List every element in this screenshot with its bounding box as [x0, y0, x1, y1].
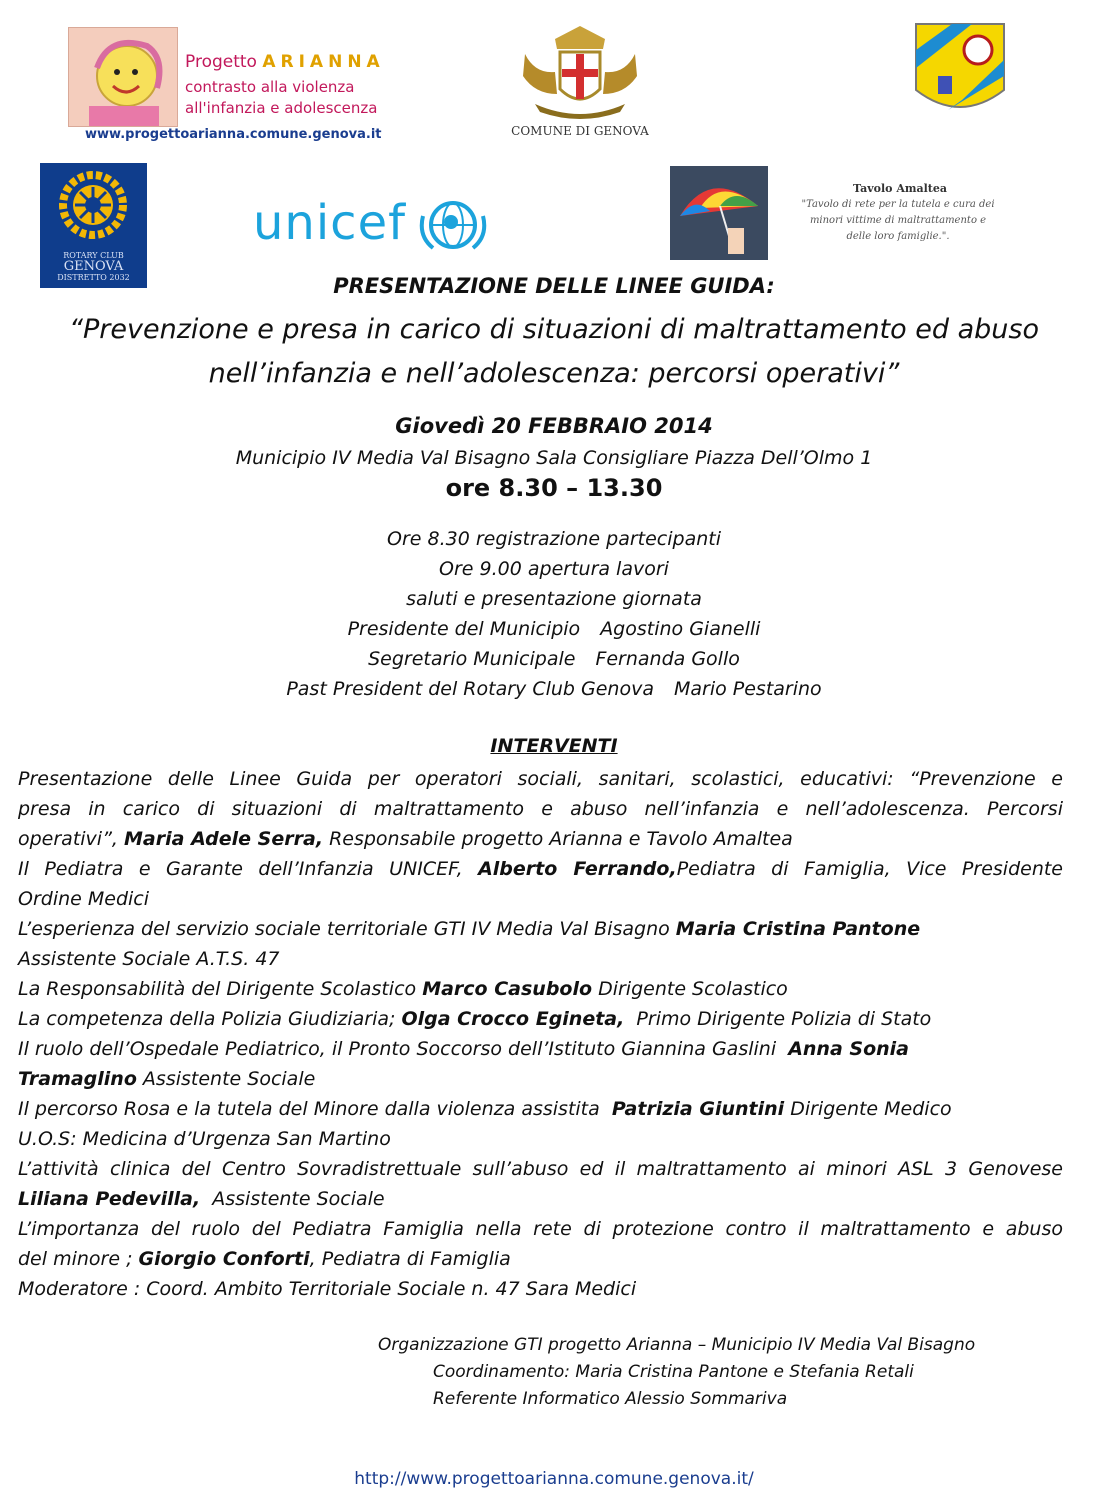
coordination-line: Coordinamento: Maria Cristina Pantone e Stefania Retali	[433, 1362, 914, 1382]
arianna-drawing-image	[68, 27, 178, 127]
genova-label: COMUNE DI GENOVA	[511, 124, 649, 138]
list-item: Il percorso Rosa e la tutela del Minore dalla violenza assistita Patrizia Giuntini Dirigente Medico	[18, 1098, 952, 1120]
speaker-name: Marco Casubolo	[422, 978, 593, 1000]
speaker-name: Tramaglino	[18, 1068, 137, 1090]
schedule	[0, 524, 1108, 704]
speaker-name: Olga Crocco Egineta,	[401, 1008, 625, 1030]
unicef-wordmark: unicef	[253, 195, 406, 251]
arianna-url: www.progettoarianna.comune.genova.it	[85, 127, 382, 142]
organization-line: Organizzazione GTI progetto Arianna – Municipio IV Media Val Bisagno	[378, 1335, 976, 1355]
speaker-name: Liliana Pedevilla,	[18, 1188, 201, 1210]
list-item: L’esperienza del servizio sociale territoriale GTI IV Media Val Bisagno Maria Cristina Pantone	[18, 918, 921, 940]
speaker-name: Alberto Ferrando,	[478, 858, 677, 880]
schedule-line: Ore 8.30 registrazione partecipanti	[387, 528, 721, 550]
event-date: Giovedì 20 FEBBRAIO 2014	[395, 414, 713, 438]
list-item: Presentazione delle Linee Guida per operatori sociali, sanitari, scolastici, educativi: “Prevenzione e	[18, 768, 1063, 790]
list-item: Liliana Pedevilla, Assistente Sociale	[18, 1188, 385, 1210]
list-item: Il Pediatra e Garante dell’Infanzia UNICEF, Alberto Ferrando,Pediatra di Famiglia, Vice Presidente	[18, 858, 1063, 880]
it-contact-line: Referente Informatico Alessio Sommariva	[433, 1389, 788, 1409]
list-item: La Responsabilità del Dirigente Scolastico Marco Casubolo Dirigente Scolastico	[18, 978, 788, 1000]
event-hours: ore 8.30 – 13.30	[445, 474, 663, 502]
greeting-row: Segretario Municipale Fernanda Gollo	[368, 648, 740, 670]
list-item: L’attività clinica del Centro Sovradistrettuale sull’abuso ed il maltrattamento ai minori ASL 3 Genovese	[18, 1158, 1063, 1180]
unicef-globe-icon	[418, 196, 488, 254]
genova-crest-icon	[515, 14, 645, 124]
list-item: La competenza della Polizia Giudiziaria; Olga Crocco Egineta, Primo Dirigente Polizia di Stato	[18, 1008, 932, 1030]
presentation-heading: PRESENTAZIONE DELLE LINEE GUIDA:	[333, 274, 775, 298]
list-item: U.O.S: Medicina d’Urgenza San Martino	[18, 1128, 391, 1150]
speaker-name: Giorgio Conforti	[138, 1248, 310, 1270]
moderator-line: Moderatore : Coord. Ambito Territoriale Sociale n. 47 Sara Medici	[18, 1278, 637, 1300]
greeting-row: Presidente del Municipio Agostino Gianelli	[347, 618, 761, 640]
speaker-name: Patrizia Giuntini	[611, 1098, 785, 1120]
interventi-list	[18, 764, 1063, 1304]
list-item: presa in carico di situazioni di maltrattamento e abuso nell’infanzia e nell’adolescenza. Percorsi	[18, 798, 1063, 820]
rotary-label: ROTARY CLUB GENOVA DISTRETTO 2032	[57, 251, 130, 282]
arianna-tagline-2: all'infanzia e adolescenza	[185, 99, 378, 117]
speaker-name: Maria Cristina Pantone	[675, 918, 921, 940]
list-item: Il ruolo dell’Ospedale Pediatrico, il Pronto Soccorso dell’Istituto Giannina Gaslini Anna Sonia	[18, 1038, 909, 1060]
list-item: Tramaglino Assistente Sociale	[18, 1068, 316, 1090]
interventi-heading: INTERVENTI	[490, 735, 618, 757]
schedule-line: Ore 9.00 apertura lavori	[439, 558, 669, 580]
arianna-tagline-1: contrasto alla violenza	[185, 78, 355, 96]
arianna-title: Progetto ARIANNA	[185, 52, 385, 72]
province-crest-icon	[912, 20, 1008, 124]
list-item: del minore ; Giorgio Conforti, Pediatra di Famiglia	[18, 1248, 511, 1270]
event-venue: Municipio IV Media Val Bisagno Sala Consigliare Piazza Dell’Olmo 1	[235, 447, 873, 469]
greeting-row: Past President del Rotary Club Genova Mario Pestarino	[286, 678, 822, 700]
list-item: Assistente Sociale A.T.S. 47	[18, 948, 280, 970]
list-item: Ordine Medici	[18, 888, 150, 910]
amaltea-subtitle: "Tavolo di rete per la tutela e cura dei minori vittime di maltrattamento e delle loro famiglie.".	[801, 199, 995, 242]
speaker-name: Anna Sonia	[788, 1038, 909, 1060]
amaltea-umbrella-image	[670, 166, 768, 260]
organization-credits	[300, 1332, 1108, 1413]
speaker-name: Maria Adele Serra,	[124, 828, 324, 850]
amaltea-title: Tavolo Amaltea	[852, 182, 948, 195]
footer-link[interactable]: http://www.progettoarianna.comune.genova.it/	[354, 1469, 754, 1489]
list-item: L’importanza del ruolo del Pediatra Famiglia nella rete di protezione contro il maltrattamento e abuso	[18, 1218, 1063, 1240]
list-item: operativi”, Maria Adele Serra, Responsabile progetto Arianna e Tavolo Amaltea	[18, 828, 793, 850]
event-title: “Prevenzione e presa in carico di situazioni di maltrattamento ed abuso nell’infanzia e nell’adolescenza: percorsi operativi”	[69, 314, 1039, 389]
arianna-name: ARIANNA	[262, 52, 385, 72]
schedule-line: saluti e presentazione giornata	[406, 588, 702, 610]
